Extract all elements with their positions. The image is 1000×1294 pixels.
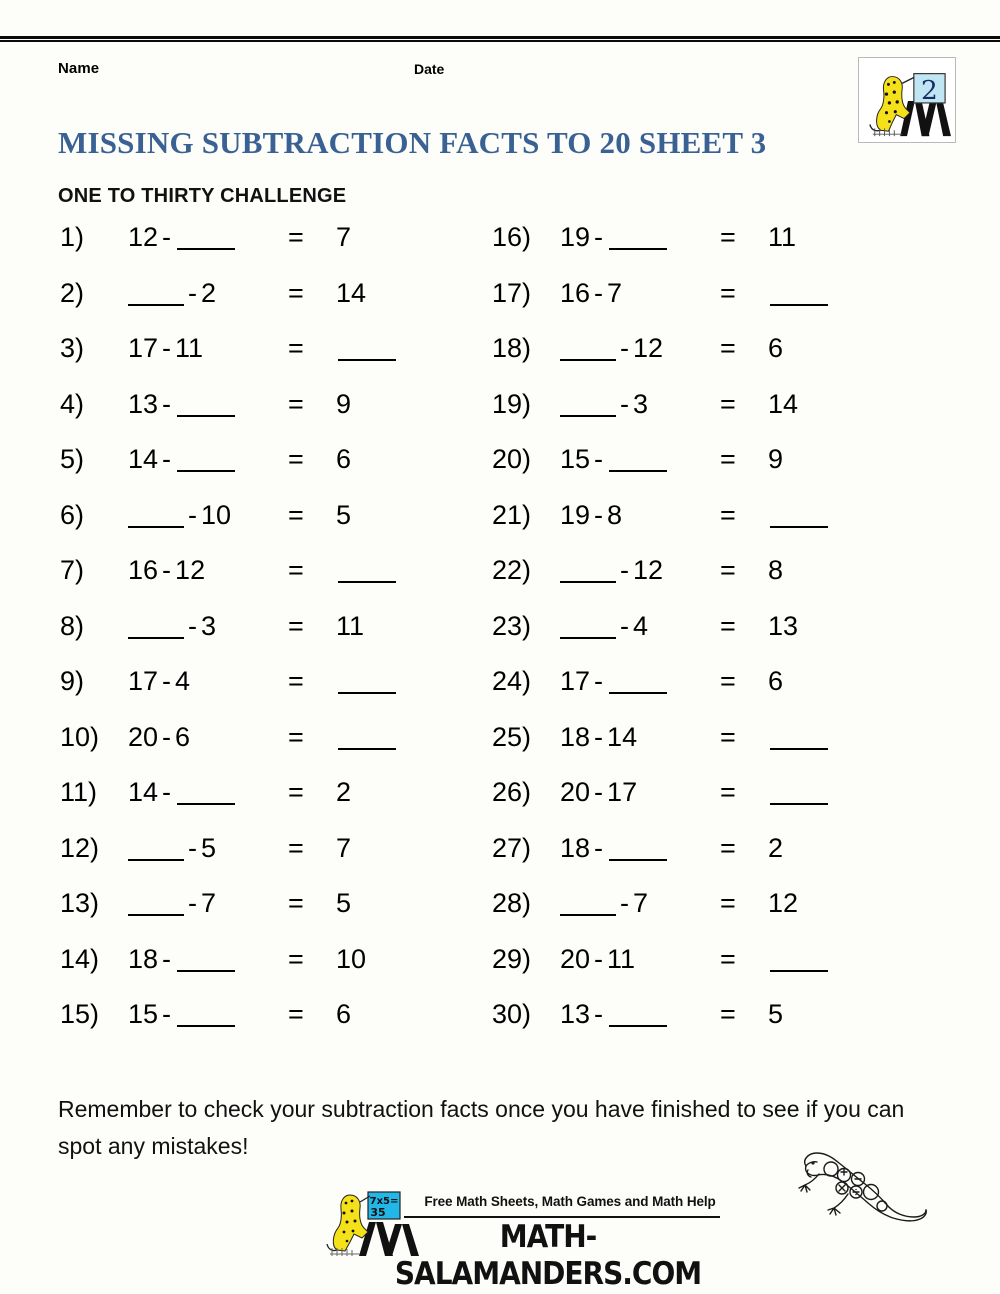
problem-row: [60, 777, 480, 833]
minus-operator: -: [594, 499, 604, 530]
page-subtitle: ONE TO THIRTY CHALLENGE: [58, 184, 347, 207]
number-value: 3: [633, 388, 649, 419]
number-value: 12: [128, 222, 159, 252]
problem-expression: [560, 888, 648, 919]
svg-text:2: 2: [921, 76, 938, 107]
minus-operator: -: [594, 222, 604, 252]
number-value: 9: [768, 444, 784, 474]
minus-operator: -: [620, 610, 629, 641]
problem-row: [492, 500, 912, 556]
problem-number: 26): [492, 777, 532, 807]
problem-number: 7): [60, 555, 85, 585]
number-value: 11: [336, 610, 365, 641]
number-value: 7: [336, 832, 352, 863]
equals-sign: =: [288, 333, 304, 363]
minus-operator: -: [188, 832, 197, 863]
problem-number: 10): [60, 721, 100, 752]
problem-expression: [128, 555, 205, 586]
problem-number: 30): [492, 999, 532, 1029]
equals-sign: =: [720, 777, 736, 807]
problem-result: [768, 278, 830, 309]
equals-sign: =: [288, 777, 304, 807]
number-value: 18: [128, 943, 159, 974]
problem-result: [336, 999, 351, 1030]
answer-blank[interactable]: [560, 914, 616, 916]
problem-number: 23): [492, 610, 532, 641]
problem-number: 16): [492, 222, 532, 252]
minus-operator: -: [188, 888, 197, 918]
number-value: 10: [336, 943, 367, 974]
problem-row: [492, 722, 912, 778]
answer-blank[interactable]: [338, 748, 396, 750]
minus-operator: -: [620, 333, 629, 363]
problem-expression: [560, 944, 635, 975]
problem-expression: [560, 444, 669, 475]
problem-row: [60, 833, 480, 889]
number-value: 5: [336, 499, 352, 530]
problem-number: 8): [60, 610, 85, 641]
number-value: 2: [201, 277, 217, 308]
number-value: 12: [175, 555, 206, 585]
problem-number: 17): [492, 277, 532, 308]
answer-blank[interactable]: [338, 692, 396, 694]
number-value: 4: [175, 666, 191, 696]
minus-operator: -: [162, 943, 172, 974]
problem-row: [60, 944, 480, 1000]
problem-number: 21): [492, 499, 532, 530]
problem-expression: [128, 888, 216, 919]
problem-row: [492, 444, 912, 500]
answer-blank[interactable]: [128, 914, 184, 916]
problem-result: [336, 611, 364, 642]
problem-row: [60, 500, 480, 556]
problem-result: [768, 722, 830, 753]
problem-number: 20): [492, 444, 532, 474]
problem-expression: [560, 333, 663, 364]
problem-result: [336, 833, 351, 864]
answer-blank[interactable]: [609, 470, 667, 472]
problem-row: [492, 666, 912, 722]
equals-sign: =: [720, 943, 736, 974]
problem-result: [768, 611, 798, 642]
minus-operator: -: [594, 943, 604, 974]
problem-row: [60, 666, 480, 722]
equals-sign: =: [288, 388, 304, 419]
problem-number: 1): [60, 222, 85, 252]
grade-logo-badge: [858, 57, 956, 143]
problem-row: [60, 389, 480, 445]
equals-sign: =: [720, 444, 736, 474]
problem-row: [492, 611, 912, 667]
answer-blank[interactable]: [609, 248, 667, 250]
equals-sign: =: [720, 832, 736, 863]
number-value: 13: [768, 610, 799, 641]
problem-row: [60, 555, 480, 611]
number-value: 4: [633, 610, 649, 641]
footer-note: Remember to check your subtraction facts once you have finished to see if you can spot any mistakes!: [58, 1096, 905, 1159]
answer-blank[interactable]: [177, 415, 235, 417]
problem-expression: [128, 444, 237, 475]
equals-sign: =: [288, 555, 304, 585]
problem-expression: [560, 999, 669, 1030]
minus-operator: -: [188, 499, 197, 530]
minus-operator: -: [594, 999, 604, 1029]
minus-operator: -: [162, 721, 172, 752]
problem-expression: [128, 833, 216, 864]
equals-sign: =: [288, 499, 304, 530]
answer-blank[interactable]: [177, 470, 235, 472]
number-value: 17: [128, 333, 159, 363]
equals-sign: =: [288, 999, 304, 1029]
problem-number: 9): [60, 666, 85, 696]
problem-result: [336, 555, 398, 586]
number-value: 20: [128, 721, 159, 752]
problem-number: 14): [60, 943, 100, 974]
number-value: 6: [336, 999, 352, 1029]
number-value: 16: [560, 277, 591, 308]
number-value: 14: [768, 388, 799, 419]
number-value: 7: [201, 888, 217, 918]
minus-operator: -: [620, 888, 629, 918]
problem-result: [336, 777, 351, 808]
problem-row: [60, 888, 480, 944]
problem-result: [336, 333, 398, 364]
problem-result: [768, 500, 830, 531]
minus-operator: -: [594, 444, 604, 474]
number-value: 17: [128, 666, 159, 696]
answer-blank[interactable]: [338, 359, 396, 361]
problem-number: 2): [60, 277, 85, 308]
problem-expression: [560, 555, 663, 586]
problem-expression: [128, 500, 231, 531]
minus-operator: -: [620, 555, 629, 585]
problem-result: [336, 722, 398, 753]
minus-operator: -: [620, 388, 629, 419]
problem-result: [768, 999, 783, 1030]
problem-number: 27): [492, 832, 532, 863]
answer-blank[interactable]: [128, 859, 184, 861]
date-field-label: Date: [414, 61, 445, 77]
problem-result: [768, 666, 783, 697]
problem-row: [492, 333, 912, 389]
problem-result: [336, 500, 351, 531]
equals-sign: =: [720, 999, 736, 1029]
problem-number: 22): [492, 555, 532, 585]
answer-blank[interactable]: [128, 637, 184, 639]
problem-expression: [560, 777, 637, 808]
problem-expression: [128, 333, 203, 364]
problem-result: [768, 444, 783, 475]
number-value: 14: [128, 444, 159, 474]
number-value: 19: [560, 499, 591, 530]
problem-row: [492, 944, 912, 1000]
problem-column-right: [492, 222, 912, 1055]
minus-operator: -: [162, 333, 172, 363]
minus-operator: -: [594, 666, 604, 696]
minus-operator: -: [162, 999, 172, 1029]
answer-blank[interactable]: [609, 1025, 667, 1027]
number-value: 14: [336, 277, 367, 308]
answer-blank[interactable]: [560, 359, 616, 361]
svg-text:35: 35: [370, 1206, 386, 1219]
answer-blank[interactable]: [560, 581, 616, 583]
problem-number: 24): [492, 666, 532, 696]
problem-row: [492, 389, 912, 445]
problem-number: 19): [492, 388, 532, 419]
equals-sign: =: [288, 943, 304, 974]
equals-sign: =: [720, 222, 736, 252]
problem-expression: [128, 999, 237, 1030]
equals-sign: =: [720, 666, 736, 696]
number-value: 13: [560, 999, 591, 1029]
problem-number: 6): [60, 499, 85, 530]
answer-blank[interactable]: [560, 415, 616, 417]
answer-blank[interactable]: [609, 692, 667, 694]
problem-row: [492, 888, 912, 944]
problem-result: [768, 555, 783, 586]
number-value: 20: [560, 943, 591, 974]
equals-sign: =: [720, 888, 736, 918]
equals-sign: =: [720, 721, 736, 752]
number-value: 8: [768, 555, 784, 585]
problem-expression: [560, 833, 669, 864]
number-value: 6: [336, 444, 352, 474]
problem-row: [492, 999, 912, 1055]
problem-result: [336, 444, 351, 475]
problem-number: 3): [60, 333, 85, 363]
number-value: 5: [768, 999, 784, 1029]
number-value: 13: [128, 388, 159, 419]
number-value: 12: [768, 888, 799, 918]
answer-blank[interactable]: [128, 526, 184, 528]
answer-blank[interactable]: [338, 581, 396, 583]
number-value: 11: [768, 222, 797, 252]
problem-result: [768, 777, 830, 808]
problem-expression: [128, 389, 237, 420]
answer-blank[interactable]: [770, 748, 828, 750]
equals-sign: =: [288, 610, 304, 641]
minus-operator: -: [594, 777, 604, 807]
equals-sign: =: [288, 666, 304, 696]
minus-operator: -: [162, 555, 172, 585]
problem-row: [492, 278, 912, 334]
problem-number: 15): [60, 999, 100, 1029]
problem-row: [60, 222, 480, 278]
number-value: 12: [633, 333, 664, 363]
answer-blank[interactable]: [128, 304, 184, 306]
problem-result: [336, 222, 351, 253]
brand-url: MATH-SALAMANDERS.COM: [394, 1218, 702, 1292]
equals-sign: =: [720, 610, 736, 641]
name-field-label: Name: [58, 60, 100, 77]
number-value: 5: [336, 888, 352, 918]
equals-sign: =: [288, 888, 304, 918]
problem-result: [336, 944, 366, 975]
problem-number: 18): [492, 333, 532, 363]
brand-tagline: Free Math Sheets, Math Games and Math Help: [424, 1194, 716, 1209]
number-value: 15: [128, 999, 159, 1029]
problem-result: [336, 666, 398, 697]
minus-operator: -: [162, 222, 172, 252]
minus-operator: -: [594, 832, 604, 863]
minus-operator: -: [162, 666, 172, 696]
number-value: 11: [175, 333, 204, 363]
number-value: 7: [633, 888, 649, 918]
problem-expression: [560, 666, 669, 697]
problem-row: [492, 555, 912, 611]
equals-sign: =: [288, 444, 304, 474]
problem-expression: [128, 666, 190, 697]
problem-column-left: [60, 222, 480, 1055]
problem-row: [492, 833, 912, 889]
number-value: 2: [336, 777, 352, 807]
problem-row: [492, 222, 912, 278]
problem-number: 13): [60, 888, 100, 918]
problem-number: 11): [60, 777, 98, 807]
answer-blank[interactable]: [609, 859, 667, 861]
equals-sign: =: [720, 555, 736, 585]
number-value: 5: [201, 832, 217, 863]
problem-row: [60, 611, 480, 667]
number-value: 3: [201, 610, 217, 641]
number-value: 17: [607, 777, 638, 807]
minus-operator: -: [162, 388, 172, 419]
number-value: 17: [560, 666, 591, 696]
problem-row: [60, 444, 480, 500]
problem-expression: [128, 611, 216, 642]
problem-expression: [128, 777, 237, 808]
number-value: 8: [607, 499, 623, 530]
problem-expression: [560, 500, 622, 531]
problem-expression: [560, 278, 622, 309]
number-value: 16: [128, 555, 159, 585]
problem-expression: [128, 722, 190, 753]
problem-expression: [128, 222, 237, 253]
number-value: 18: [560, 721, 591, 752]
problem-number: 5): [60, 444, 85, 474]
problem-number: 29): [492, 943, 532, 974]
number-value: 6: [768, 666, 784, 696]
problem-result: [768, 888, 798, 919]
problem-result: [768, 833, 783, 864]
answer-blank[interactable]: [770, 304, 828, 306]
problem-result: [336, 888, 351, 919]
problem-expression: [560, 389, 648, 420]
problem-result: [336, 389, 351, 420]
number-value: 12: [633, 555, 664, 585]
answer-blank[interactable]: [770, 526, 828, 528]
number-value: 14: [607, 721, 638, 752]
problem-row: [60, 278, 480, 334]
problem-result: [336, 278, 366, 309]
answer-blank[interactable]: [770, 803, 828, 805]
number-value: 6: [175, 721, 191, 752]
minus-operator: -: [188, 610, 197, 641]
problem-expression: [560, 611, 648, 642]
minus-operator: -: [188, 277, 197, 308]
minus-operator: -: [594, 721, 604, 752]
problem-result: [768, 222, 796, 253]
number-value: 15: [560, 444, 591, 474]
page-title: MISSING SUBTRACTION FACTS TO 20 SHEET 3: [58, 124, 767, 160]
number-value: 9: [336, 388, 352, 419]
answer-blank[interactable]: [770, 970, 828, 972]
number-value: 19: [560, 222, 591, 252]
answer-blank[interactable]: [177, 970, 235, 972]
number-value: 7: [607, 277, 623, 308]
minus-operator: -: [162, 444, 172, 474]
problem-expression: [128, 944, 237, 975]
equals-sign: =: [288, 222, 304, 252]
problem-expression: [128, 278, 216, 309]
equals-sign: =: [288, 721, 304, 752]
equals-sign: =: [288, 277, 304, 308]
problem-number: 12): [60, 832, 100, 863]
problem-result: [768, 944, 830, 975]
minus-operator: -: [594, 277, 604, 308]
number-value: 10: [201, 499, 232, 530]
problem-row: [60, 333, 480, 389]
minus-operator: -: [162, 777, 172, 807]
problem-expression: [560, 722, 637, 753]
problem-expression: [560, 222, 669, 253]
equals-sign: =: [720, 333, 736, 363]
number-value: 7: [336, 222, 352, 252]
header-divider-rule: [0, 36, 1000, 42]
number-value: 20: [560, 777, 591, 807]
problem-row: [60, 722, 480, 778]
salamander-line-art-icon: [786, 1122, 966, 1242]
number-value: 18: [560, 832, 591, 863]
equals-sign: =: [720, 277, 736, 308]
svg-text:7x5=: 7x5=: [369, 1196, 399, 1207]
brand-logo: [325, 1182, 720, 1292]
problem-number: 28): [492, 888, 532, 918]
answer-blank[interactable]: [560, 637, 616, 639]
answer-blank[interactable]: [177, 248, 235, 250]
problem-row: [492, 777, 912, 833]
equals-sign: =: [720, 388, 736, 419]
answer-blank[interactable]: [177, 803, 235, 805]
number-value: 11: [607, 943, 636, 974]
problem-row: [60, 999, 480, 1055]
number-value: 14: [128, 777, 159, 807]
problem-result: [768, 389, 798, 420]
problem-number: 25): [492, 721, 532, 752]
problem-result: [768, 333, 783, 364]
problem-number: 4): [60, 388, 85, 419]
answer-blank[interactable]: [177, 1025, 235, 1027]
number-value: 6: [768, 333, 784, 363]
number-value: 2: [768, 832, 784, 863]
equals-sign: =: [288, 832, 304, 863]
equals-sign: =: [720, 499, 736, 530]
